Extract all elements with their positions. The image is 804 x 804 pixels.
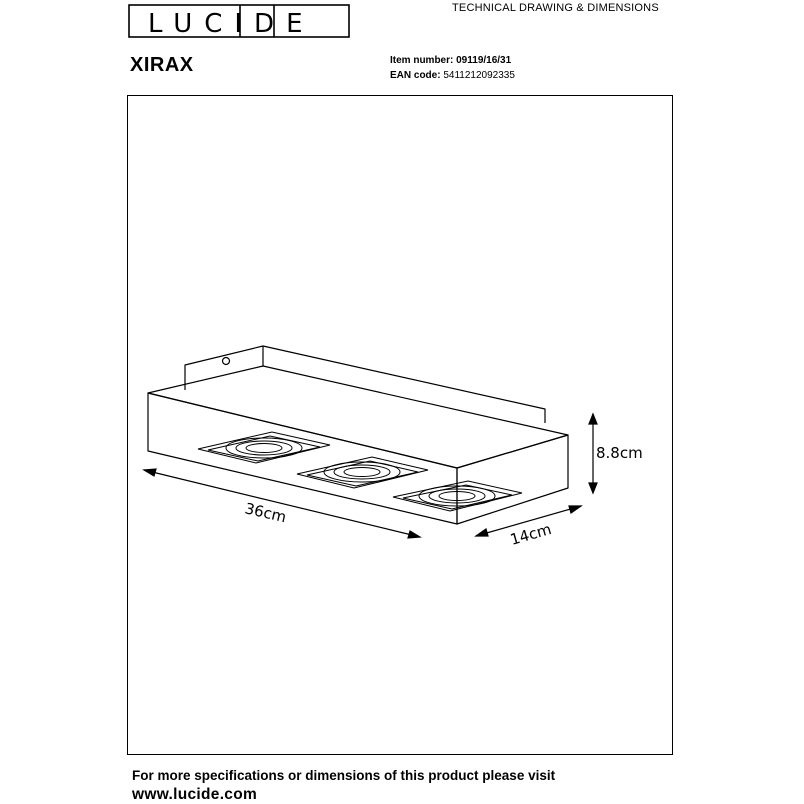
product-name: XIRAX	[130, 54, 194, 76]
item-number-label: Item number:	[390, 55, 454, 66]
arrowhead-icon	[589, 483, 597, 493]
ean-code-value: 5411212092335	[443, 70, 515, 81]
spotlight-2	[297, 457, 428, 488]
footer-text: For more specifications or dimensions of this product please visit	[132, 768, 556, 783]
mounting-plate	[185, 346, 545, 423]
logo-text: LUCIDE	[148, 9, 315, 39]
website-link[interactable]: www.lucide.com	[132, 786, 258, 803]
arrowhead-icon	[589, 414, 597, 424]
spotlight-1	[198, 432, 330, 463]
document-title: TECHNICAL DRAWING & DIMENSIONS	[452, 2, 659, 14]
width-label: 14cm	[508, 519, 554, 549]
arrowhead-icon	[569, 506, 581, 513]
arrowhead-icon	[144, 469, 156, 476]
arrowhead-icon	[476, 529, 488, 536]
body-front-face	[148, 393, 457, 527]
body-side-face	[457, 435, 568, 524]
screw-icon	[223, 358, 230, 365]
arrowhead-icon	[408, 531, 420, 538]
item-number-value: 09119/16/31	[456, 55, 512, 66]
length-dimension-line	[144, 470, 420, 537]
ean-code-label: EAN code:	[390, 70, 441, 81]
height-label: 8.8cm	[596, 444, 643, 462]
length-label: 36cm	[243, 499, 289, 527]
body-top-face	[148, 366, 568, 468]
